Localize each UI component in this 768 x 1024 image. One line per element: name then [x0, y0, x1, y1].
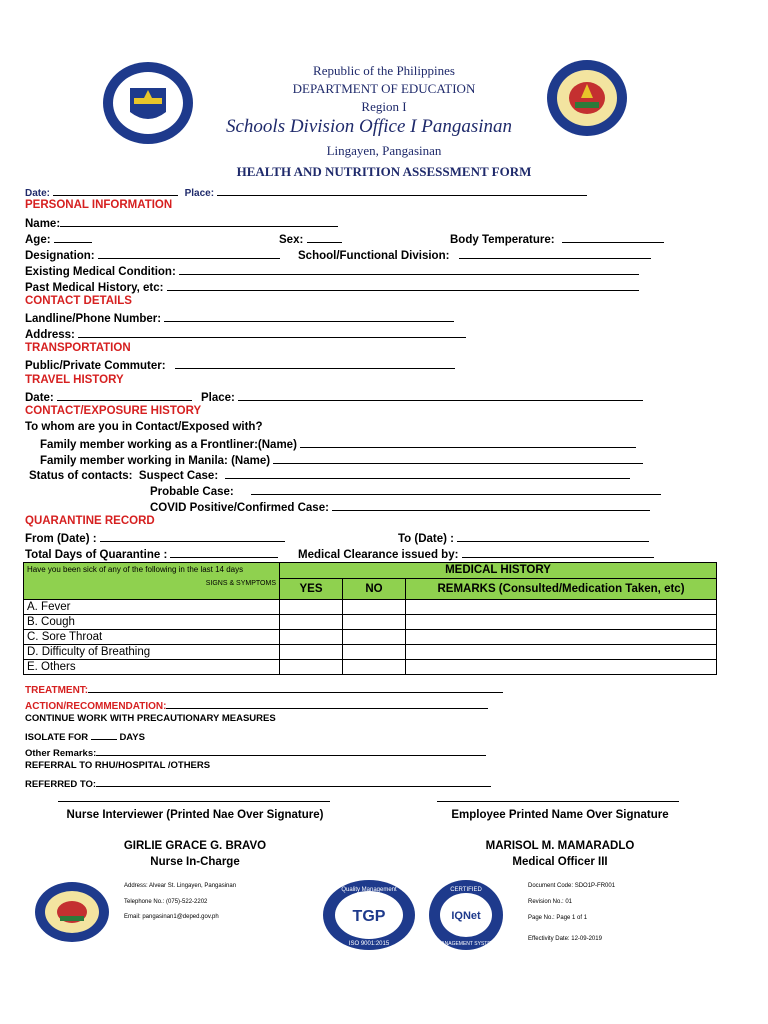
medical-history-header: MEDICAL HISTORY — [280, 563, 717, 579]
effectivity-date: Effectivity Date: 12-09-2019 — [528, 936, 602, 942]
svg-text:MANAGEMENT SYSTEM: MANAGEMENT SYSTEM — [437, 941, 495, 947]
existing-condition-field[interactable]: Existing Medical Condition: — [25, 263, 639, 279]
footer-phone: Telephone No.: (075)-522-2202 — [124, 899, 208, 905]
no-cell[interactable] — [343, 660, 406, 675]
tgp-iso-logo — [322, 879, 417, 951]
nurse-interviewer-caption: Nurse Interviewer (Printed Nae Over Signature) — [66, 809, 324, 821]
nurse-title: Nurse In-Charge — [150, 856, 240, 868]
transportation-heading: TRANSPORTATION — [25, 342, 131, 354]
header-location: Lingayen, Pangasinan — [326, 143, 442, 158]
contact-details-heading: CONTACT DETAILS — [25, 295, 132, 307]
no-cell[interactable] — [343, 645, 406, 660]
no-cell[interactable] — [343, 630, 406, 645]
table-row — [24, 645, 717, 660]
travel-history-heading: TRAVEL HISTORY — [25, 374, 124, 386]
table-row — [24, 660, 717, 675]
remarks-cell[interactable] — [406, 600, 717, 615]
header-office: Schools Division Office I Pangasinan — [225, 116, 513, 137]
yes-cell[interactable] — [280, 600, 343, 615]
header-department: DEPARTMENT OF EDUCATION — [292, 81, 476, 96]
medical-history-table — [23, 562, 717, 675]
referred-to-field[interactable]: REFERRED TO: — [25, 775, 491, 792]
page-no: Page No.: Page 1 of 1 — [528, 915, 588, 921]
yes-cell[interactable] — [280, 660, 343, 675]
svg-text:Quality Management: Quality Management — [341, 887, 397, 893]
body-temperature-field[interactable]: Body Temperature: — [450, 231, 664, 247]
symptom-label: C. Sore Throat — [24, 630, 280, 645]
frontliner-field[interactable]: Family member working as a Frontliner:(Name) — [40, 436, 636, 452]
footer-email[interactable]: Email: pangasinan1@deped.gov.ph — [124, 914, 219, 920]
symptom-label: B. Cough — [24, 615, 280, 630]
exposure-question: To whom are you in Contact/Exposed with? — [25, 421, 263, 433]
header-region: Region I — [361, 99, 407, 114]
no-header: NO — [343, 578, 406, 599]
svg-text:IQNet: IQNet — [451, 910, 481, 922]
remarks-header: REMARKS (Consulted/Medication Taken, etc) — [406, 578, 717, 599]
form-title: HEALTH AND NUTRITION ASSESSMENT FORM — [236, 164, 532, 179]
other-remarks-field[interactable]: Other Remarks: — [25, 744, 486, 761]
footer-address: Address: Alvear St. Lingayen, Pangasinan — [124, 883, 237, 889]
remarks-cell[interactable] — [406, 660, 717, 675]
quarantine-heading: QUARANTINE RECORD — [25, 515, 155, 527]
past-history-field[interactable]: Past Medical History, etc: — [25, 279, 639, 295]
iqnet-certified-logo — [428, 879, 504, 951]
travel-date-field[interactable]: Date: — [25, 389, 192, 405]
table-row — [24, 600, 717, 615]
clearance-field[interactable]: Medical Clearance issued by: — [298, 546, 654, 562]
officer-name: MARISOL M. MAMARADLO — [485, 840, 635, 852]
nurse-name: GIRLIE GRACE G. BRAVO — [123, 840, 267, 852]
probable-case-field[interactable]: Probable Case: — [150, 483, 661, 499]
suspect-case-field[interactable]: Status of contacts: Suspect Case: — [29, 467, 630, 483]
total-days-field[interactable]: Total Days of Quarantine : — [25, 546, 278, 562]
table-row — [24, 630, 717, 645]
date-place-row: Date: Place: — [25, 184, 587, 201]
exposure-heading: CONTACT/EXPOSURE HISTORY — [25, 405, 202, 417]
address-field[interactable]: Address: — [25, 326, 466, 342]
officer-title: Medical Officer III — [512, 856, 608, 868]
symptom-label: E. Others — [24, 660, 280, 675]
personal-info-heading: PERSONAL INFORMATION — [25, 199, 173, 211]
symptom-label: D. Difficulty of Breathing — [24, 645, 280, 660]
isolate-days-field[interactable]: ISOLATE FOR DAYS — [25, 728, 145, 745]
manila-field[interactable]: Family member working in Manila: (Name) — [40, 452, 643, 468]
from-date-field[interactable]: From (Date) : — [25, 530, 285, 546]
remarks-cell[interactable] — [406, 645, 717, 660]
phone-field[interactable]: Landline/Phone Number: — [25, 310, 454, 326]
travel-place-field[interactable]: Place: — [201, 389, 643, 405]
recommendation-field[interactable]: ACTION/RECOMMENDATION: — [25, 697, 488, 714]
yes-cell[interactable] — [280, 615, 343, 630]
referral-option[interactable]: REFERRAL TO RHU/HOSPITAL /OTHERS — [25, 760, 211, 771]
division-field[interactable]: School/Functional Division: — [298, 247, 651, 263]
doc-code: Document Code: SDO1P-FR001 — [528, 883, 616, 889]
revision-no: Revision No.: 01 — [528, 899, 573, 905]
no-cell[interactable] — [343, 600, 406, 615]
svg-text:ISO 9001:2015: ISO 9001:2015 — [348, 941, 390, 947]
sick-question-cell: Have you been sick of any of the following in the last 14 days SIGNS & SYMPTOMS — [24, 563, 280, 600]
header-republic: Republic of the Philippines — [313, 63, 455, 78]
designation-field[interactable]: Designation: — [25, 247, 280, 263]
age-field[interactable]: Age: — [25, 231, 92, 247]
sex-field[interactable]: Sex: — [279, 231, 342, 247]
name-field[interactable]: Name: — [25, 215, 338, 231]
employee-caption: Employee Printed Name Over Signature — [451, 809, 669, 821]
no-cell[interactable] — [343, 615, 406, 630]
covid-case-field[interactable]: COVID Positive/Confirmed Case: — [150, 499, 650, 515]
continue-work-option[interactable]: CONTINUE WORK WITH PRECAUTIONARY MEASURES — [25, 713, 276, 724]
employee-signature-line[interactable] — [437, 801, 679, 802]
remarks-cell[interactable] — [406, 630, 717, 645]
svg-text:CERTIFIED: CERTIFIED — [450, 887, 482, 893]
remarks-cell[interactable] — [406, 615, 717, 630]
symptom-label: A. Fever — [24, 600, 280, 615]
treatment-field[interactable]: TREATMENT: — [25, 681, 503, 698]
yes-header: YES — [280, 578, 343, 599]
commuter-field[interactable]: Public/Private Commuter: — [25, 357, 455, 373]
svg-text:TGP: TGP — [352, 908, 386, 925]
sdo-footer-seal-logo — [33, 880, 111, 944]
nurse-signature-line[interactable] — [58, 801, 330, 802]
table-row — [24, 615, 717, 630]
yes-cell[interactable] — [280, 645, 343, 660]
yes-cell[interactable] — [280, 630, 343, 645]
to-date-field[interactable]: To (Date) : — [398, 530, 649, 546]
